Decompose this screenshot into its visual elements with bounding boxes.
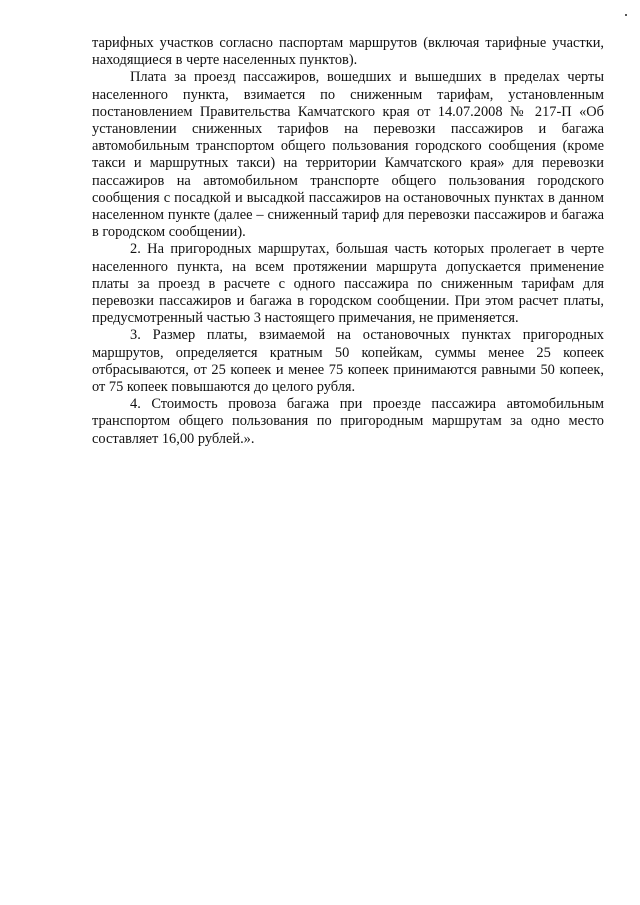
paragraph-reduced-fare: Плата за проезд пассажиров, вошедших и вышедших в пределах черты населенного пункта, взимается по сниженным тарифам, установленным постановлением Правительства Камчатского края от 14.07.2008 № 217-П «Об установлении сниженных тарифов на перевозки пассажиров и багажа автомобильным транспортом общего пользования городского сообщения (кроме такси и маршрутных такси) на территории Камчатского края» для перевозки пассажиров на автомобильном транспорте общего пользования городского сообщения с посадкой и высадкой пассажиров на остановочных пунктах в данном населенном пункте (далее – сниженный тариф для перевозки пассажиров и багажа в городском сообщении).	[92, 69, 604, 241]
document-body	[92, 35, 604, 448]
paragraph-item-4: 4. Стоимость провоза багажа при проезде пассажира автомобильным транспортом общего пользования по пригородным маршрутам за одно место составляет 16,00 рублей.».	[92, 396, 604, 447]
paragraph-item-2: 2. На пригородных маршрутах, большая часть которых пролегает в черте населенного пункта, на всем протяжении маршрута допускается применение платы за проезд в расчете с одного пассажира по сниженным тарифам для перевозки пассажиров и багажа в городском сообщении. При этом расчет платы, предусмотренный частью 3 настоящего примечания, не применяется.	[92, 241, 604, 327]
paragraph-item-3: 3. Размер платы, взимаемой на остановочных пунктах пригородных маршрутов, определяется кратным 50 копейкам, суммы менее 25 копеек отбрасываются, от 25 копеек и менее 75 копеек принимаются равными 50 копеек, от 75 копеек повышаются до целого рубля.	[92, 327, 604, 396]
scan-speck	[625, 14, 627, 16]
paragraph-continuation: тарифных участков согласно паспортам маршрутов (включая тарифные участки, находящиеся в черте населенных пунктов).	[92, 35, 604, 69]
